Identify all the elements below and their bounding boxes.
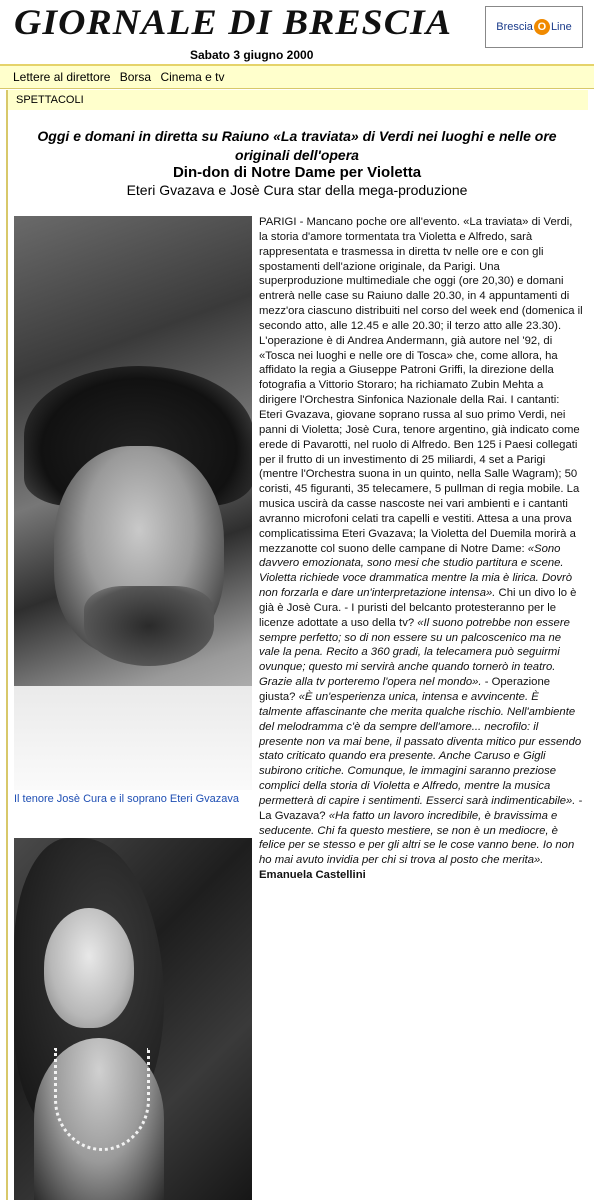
article-subhead: Eteri Gvazava e Josè Cura star della mega-produzione xyxy=(126,182,468,198)
body-paragraph: Chi un divo lo è già è Josè Cura. - I puristi del belcanto protesteranno per le licenze adottate a uso della tv? xyxy=(259,587,577,629)
newspaper-title: GIORNALE DI BRESCIA xyxy=(14,2,452,42)
masthead xyxy=(0,0,594,64)
photo-jose-cura xyxy=(14,216,252,790)
logo-o-icon: O xyxy=(534,19,550,35)
photo-eteri-gvazava xyxy=(14,838,252,1200)
article-headline: Din-don di Notre Dame per Violetta xyxy=(172,164,422,181)
article-kicker: Oggi e domani in diretta su Raiuno «La traviata» di Verdi nei luoghi e nelle ore originali dell'opera xyxy=(37,128,557,163)
body-paragraph: PARIGI - Mancano poche ore all'evento. «La traviata» di Verdi, la storia d'amore tormentata tra Violetta e Alfredo, sarà rappresentata e trasmessa in diretta tv nelle ore e con gli spostamenti dell'azione originale, da Parigi. Una superproduzione multimediale che oggi (ore 20,30) e domani entrerà nelle case su Raiuno dalle 20.30, in 4 appuntamenti di mezz'ora ciascuno distribuiti nel corso del week end (domenica il secondo atto, alle 12.45 e alle 20.30; il terzo atto alle 23.30). L'operazione è di Andrea Andermann, già autore nel '92, di «Tosca nei luoghi e nelle ore di Tosca» che, come allora, ha affidato la regia a Giuseppe Patroni Griffi, la direzione della fotografia a Vittorio Storaro; ha richiamato Zubin Mehta a dirigere l'Orchestra Sinfonica Nazionale della Rai. I cantanti: Eteri Gvazava, giovane soprano russa al suo primo Verdi, nei panni di Violetta; Josè Cura, tenore argentino, già indicato come erede di Pavarotti, nel ruolo di Alfredo. Ben 125 i Paesi collegati per il frutto di un investimento di 25 miliardi, 4 set a Parigi (mentre l'Orchestra suona in un quinto, nella Salle Wagram); 50 coristi, 45 figuranti, 35 telecamere, 5 pullman di regia mobile. La musica uscirà da casse nascoste nei vari ambienti e i cantanti avranno microfoni celati tra capelli e vestiti. Attesa a una prova complicatissima Eteri Gvazava; la Violetta del Duemila morirà a mezzanotte col suono delle campane di Notre Dame: xyxy=(259,216,583,555)
issue-date: Sabato 3 giugno 2000 xyxy=(190,48,314,62)
body-paragraph: - Operazione giusta? xyxy=(259,676,551,703)
quote-cura-3: «Ha fatto un lavoro incredibile, è bravissima e seducente. Chi fa questo mestiere, se non è un mediocre, è felice per se stesso e per gli altri se le cose vanno bene. Io non ho mai avuto invidia per chi si trova al posto che merita». xyxy=(259,809,575,867)
section-label: SPETTACOLI xyxy=(6,90,588,110)
bresciaonline-logo[interactable] xyxy=(485,6,583,48)
logo-text-left: Brescia xyxy=(496,21,533,33)
article-author: Emanuela Castellini xyxy=(259,869,366,882)
nav-cinema-tv[interactable]: Cinema e tv xyxy=(160,70,225,84)
logo-text-right: Line xyxy=(550,21,572,33)
quote-gvazava: «Sono davvero emozionata, sono mesi che studio partitura e scene. Violetta richiede voce drammatica mentre la mia è lirica. Dovrò non forzarla e dare un'interpretazione intensa». xyxy=(259,542,573,600)
top-nav xyxy=(0,66,594,89)
article-body xyxy=(259,215,584,883)
nav-lettere[interactable]: Lettere al direttore xyxy=(13,70,111,84)
quote-cura-2: «È un'esperienza unica, intensa e avvincente. È talmente affascinante che merita qualche rischio. Nell'ambiente del melodramma c'è da sempre dell'amore... necrofilo: il presente non va mai bene, il passato diventa mitico pur essendo stato criticato quando era presente. Anche Caruso e Gigli subirono critiche. Comunque, le immagini saranno preziose complici della storia di Violetta e Alfredo, mentre la musica permetterà di capire i sentimenti. Esserci sarà indimenticabile». xyxy=(259,691,582,807)
body-paragraph: - La Gvazava? xyxy=(259,794,583,822)
nav-borsa[interactable]: Borsa xyxy=(119,70,152,84)
photo-caption: Il tenore Josè Cura e il soprano Eteri Gvazava xyxy=(14,793,240,805)
quote-cura: «Il suono potrebbe non essere sempre perfetto; so di non essere su un palcoscenico ma ne vale la pena. Recito a 360 gradi, la telecamera può seguirmi ovunque; questo mi servirà anche quando tornerò in teatro. Grazie alla tv porteremo l'opera nel mondo». xyxy=(259,616,570,689)
